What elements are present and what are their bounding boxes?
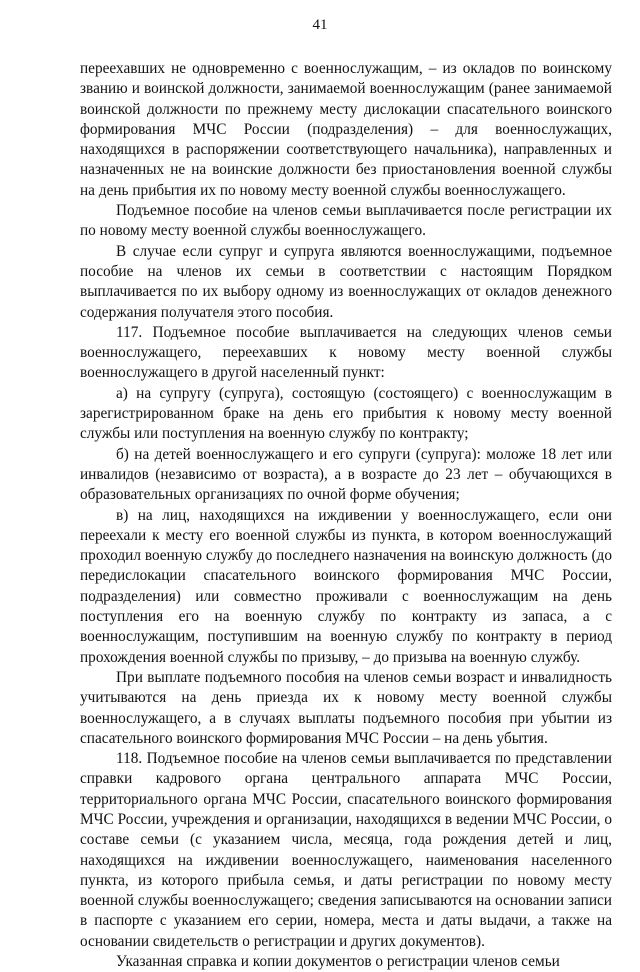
paragraph-registration-condition: Подъемное пособие на членов семьи выплачивается после регистрации их по новому месту военной службы военнослужащего.	[80, 202, 612, 240]
paragraph-certificate-copies: Указанная справка и копии документов о регистрации членов семьи	[116, 953, 560, 971]
list-item-c-dependents: в) на лиц, находящихся на иждивении у военнослужащего, если они переехали к месту его военной службы из пункта, в котором военнослужащий проходил военную службу до последнего назначения на воинскую должность (до передислокации спасательного воинского формирования МЧС России, подразделения) или совместно проживали с военнослужащим на день поступления его на военную службу по контракту из запаса, а с военнослужащим, поступившим на военную службу по контракту в период прохождения военной службы по призыву, – до призыва на военную службу.	[80, 506, 612, 666]
paragraph-continuation: переехавших не одновременно с военнослужащим, – из окладов по воинскому званию и воинской должности, занимаемой военнослужащим (ранее занимаемой воинской должности по прежнему месту дислокации спасательного воинского формирования МЧС России (подразделения) – для военнослужащих, находящихся в распоряжении соответствующего начальника), направленных и назначенных не на воинские должности без приостановления военной службы на день прибытия их по новому месту военной службы военнослужащего.	[80, 60, 612, 199]
paragraph-age-disability: При выплате подъемного пособия на членов семьи возраст и инвалидность учитываются на день приезда их к новому месту военной службы военнослужащего, а в случаях выплаты подъемного пособия при убытии из спасательного воинского формирования МЧС России – на день убытия.	[80, 668, 612, 747]
page-number: 41	[312, 17, 328, 33]
paragraph-117-intro: 117. Подъемное пособие выплачивается на следующих членов семьи военнослужащего, переехавших к новому месту военной службы военнослужащего в другой населенный пункт:	[80, 323, 612, 382]
paragraph-spouses-both-servicemen: В случае если супруг и супруга являются военнослужащими, подъемное пособие на членов их семьи в соответствии с настоящим Порядком выплачивается по их выбору одному из военнослужащих от окладов денежного содержания получателя этого пособия.	[80, 242, 612, 321]
list-item-a-spouse: а) на супругу (супруга), состоящую (состоящего) с военнослужащим в зарегистрированном браке на день его прибытия к новому месту военной службы или поступления на военную службу по контракту;	[80, 384, 612, 443]
paragraph-118-certificate: 118. Подъемное пособие на членов семьи выплачивается по представлении справки кадрового органа центрального аппарата МЧС России, территориального органа МЧС России, спасательного воинского формирования МЧС России, учреждения и организации, находящихся в ведении МЧС России, о составе семьи (с указанием числа, месяца, года рождения детей и лиц, находящихся на иждивении военнослужащего, наименования населенного пункта, из которого прибыла семья, и даты регистрации по новому месту военной службы военнослужащего; сведения записываются на основании записи в паспорте с указанием его серии, номера, места и даты выдачи, а также на основании свидетельств о регистрации и других документов).	[80, 750, 612, 950]
document-body	[80, 59, 612, 972]
list-item-b-children: б) на детей военнослужащего и его супруги (супруга): моложе 18 лет или инвалидов (независимо от возраста), а в возрасте до 23 лет – обучающихся в образовательных организациях по очной форме обучения;	[80, 445, 612, 504]
